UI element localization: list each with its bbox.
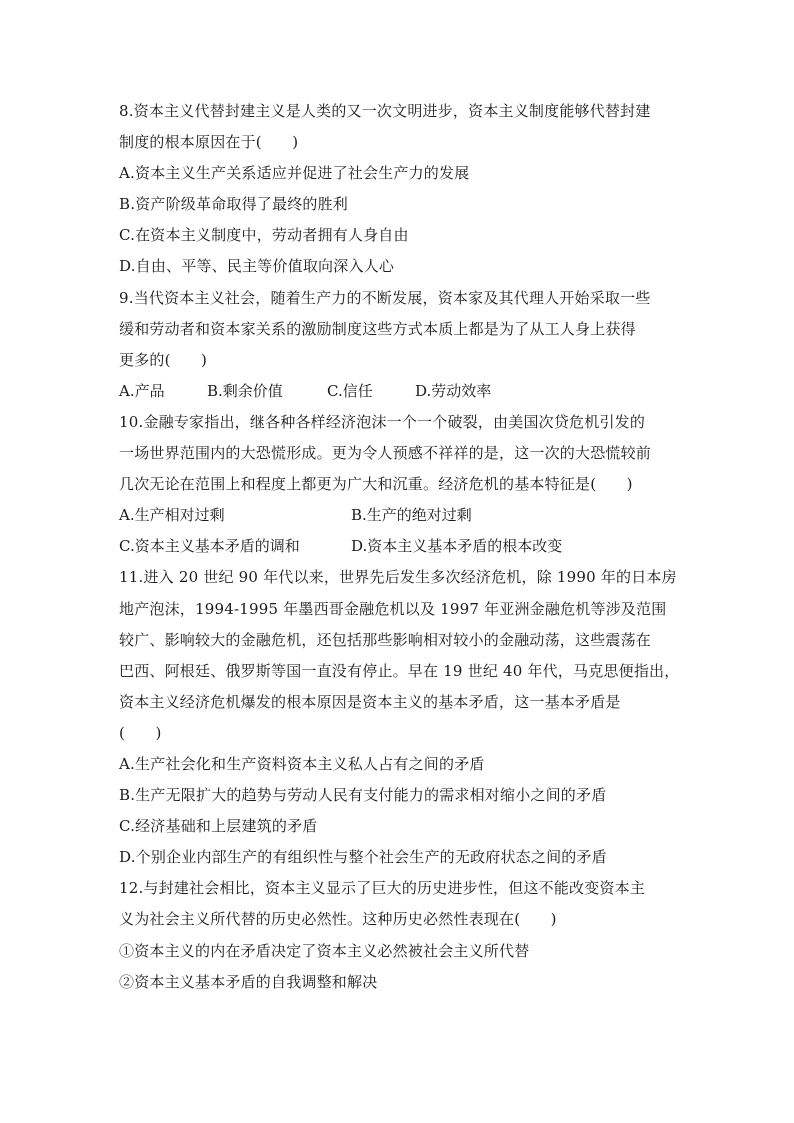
question-stem-line: 几次无论在范围上和程度上都更为广大和沉重。经济危机的基本特征是( ): [119, 475, 633, 494]
option-row: [119, 376, 679, 407]
option-a: A.产品: [119, 381, 165, 400]
question-stem-line: 12.与封建社会相比，资本主义显示了巨大的历史进步性，但这不能改变资本主: [119, 879, 646, 898]
question-stem-line: ( ): [119, 723, 162, 742]
option-d: D.自由、平等、民主等价值取向深入人心: [119, 257, 395, 276]
option-b: B.剩余价值: [207, 381, 283, 400]
question-stem-line: 较广、影响较大的金融危机，还包括那些影响相对较小的金融动荡，这些震荡在: [119, 630, 652, 649]
option-b: B.生产的绝对过剩: [351, 506, 472, 525]
question-stem-line: 10.金融专家指出，继各种各样经济泡沫一个一个破裂，由美国次贷危机引发的: [119, 412, 646, 431]
option-d: D.个别企业内部生产的有组织性与整个社会生产的无政府状态之间的矛盾: [119, 848, 607, 867]
option-d: D.劳动效率: [415, 381, 492, 400]
option-a: A.资本主义生产关系适应并促进了社会生产力的发展: [119, 164, 470, 183]
question-stem-line: 8.资本主义代替封建主义是人类的又一次文明进步，资本主义制度能够代替封建: [119, 102, 651, 120]
option-a: A.生产社会化和生产资料资本主义私人占有之间的矛盾: [119, 754, 485, 773]
question-8: [119, 96, 679, 283]
statement-1: ①资本主义的内在矛盾决定了资本主义必然被社会主义所代替: [119, 941, 530, 960]
question-stem-line: 义为社会主义所代替的历史必然性。这种历史必然性表现在( ): [119, 910, 557, 929]
question-stem-line: 制度的根本原因在于( ): [119, 133, 299, 152]
question-stem-line: 更多的( ): [119, 350, 208, 369]
option-c: C.在资本主义制度中，劳动者拥有人身自由: [119, 226, 409, 245]
option-b: B.生产无限扩大的趋势与劳动人民有支付能力的需求相对缩小之间的矛盾: [119, 786, 607, 805]
question-stem-line: 11.进入 20 世纪 90 年代以来，世界先后发生多次经济危机，除 1990 年的日本房: [119, 568, 677, 587]
option-row: [119, 531, 679, 562]
option-row: [119, 500, 679, 531]
option-c: C.经济基础和上层建筑的矛盾: [119, 817, 318, 836]
question-stem-line: 缓和劳动者和资本家关系的激励制度这些方式本质上都是为了从工人身上获得: [119, 319, 636, 338]
question-stem-line: 地产泡沫，1994-1995 年墨西哥金融危机以及 1997 年亚洲金融危机等涉及范围: [119, 599, 667, 618]
exam-page: [119, 96, 679, 998]
question-12: [119, 873, 679, 997]
option-c: C.信任: [327, 381, 373, 400]
statement-2: ②资本主义基本矛盾的自我调整和解决: [119, 972, 378, 991]
question-11: [119, 562, 679, 873]
option-b: B.资产阶级革命取得了最终的胜利: [119, 195, 348, 214]
option-d: D.资本主义基本矛盾的根本改变: [351, 537, 563, 556]
question-10: [119, 407, 679, 562]
question-stem-line: 巴西、阿根廷、俄罗斯等国一直没有停止。早在 19 世纪 40 年代，马克思便指出，: [119, 661, 680, 680]
question-stem-line: 资本主义经济危机爆发的根本原因是资本主义的基本矛盾，这一基本矛盾是: [119, 692, 621, 711]
question-stem-line: 9.当代资本主义社会，随着生产力的不断发展，资本家及其代理人开始采取一些: [119, 288, 651, 307]
question-stem-line: 一场世界范围内的大恐慌形成。更为令人预感不祥祥的是，这一次的大恐慌较前: [119, 444, 652, 463]
option-c: C.资本主义基本矛盾的调和: [119, 537, 300, 556]
option-a: A.生产相对过剩: [119, 506, 225, 525]
question-9: [119, 283, 679, 407]
